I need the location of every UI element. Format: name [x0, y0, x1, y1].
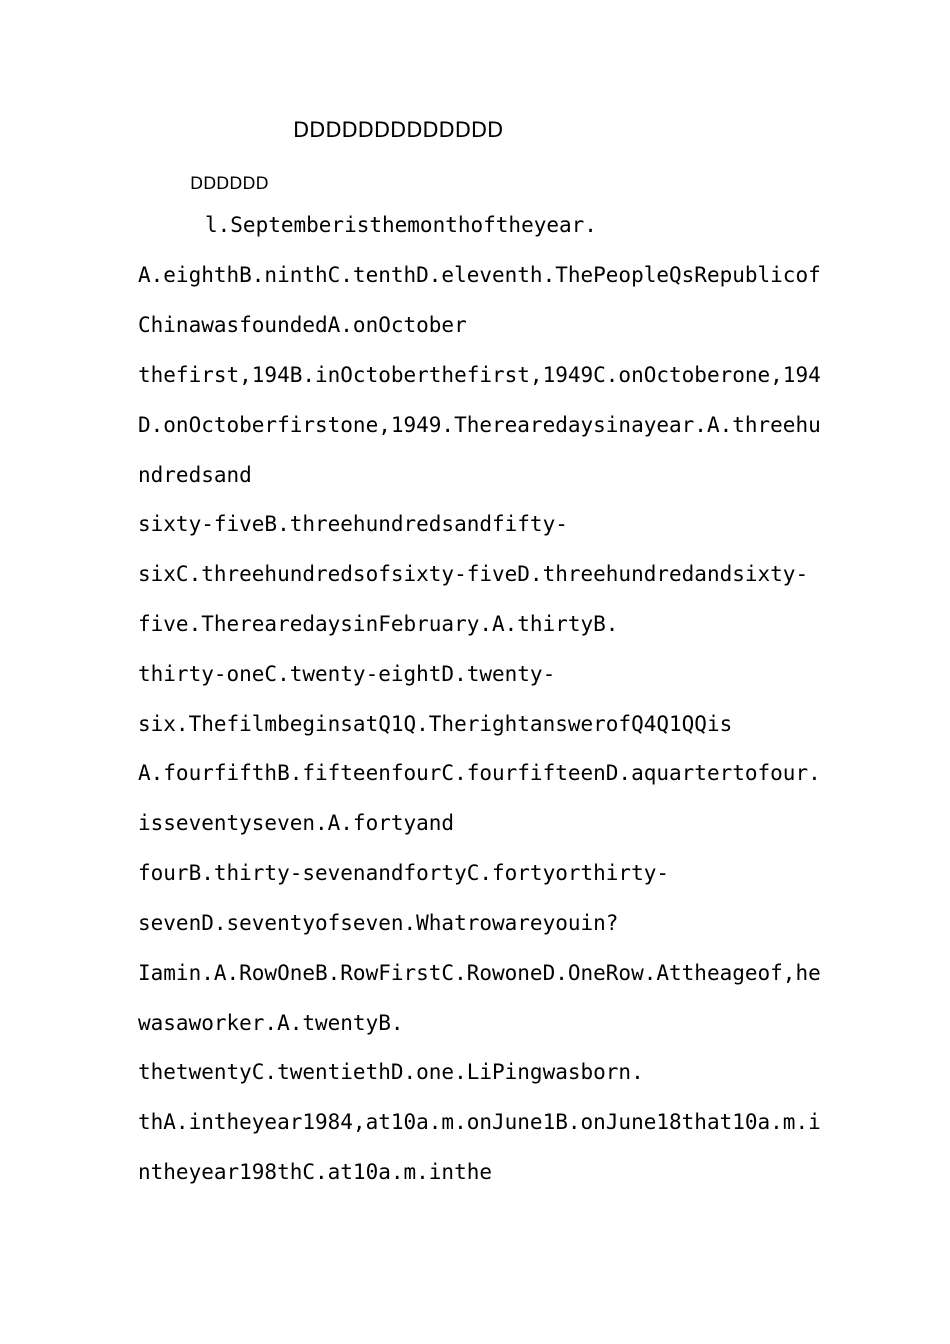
body-line: fourB.thirty-sevenandfortyC.fortyorthirty-: [138, 861, 670, 885]
document-title: DDDDDDDDDDDDD: [293, 118, 504, 142]
body-line: ntheyear198thC.at10a.m.inthe: [138, 1160, 493, 1184]
body-line: isseventyseven.A.fortyand: [138, 811, 455, 835]
body-line: sevenD.seventyofseven.Whatrowareyouin?: [138, 911, 619, 935]
body-line: A.fourfifthB.fifteenfourC.fourfifteenD.aquartertofour.: [138, 761, 821, 785]
body-line: sixC.threehundredsofsixty-fiveD.threehundredandsixty-: [138, 562, 809, 586]
body-line: five.TherearedaysinFebruary.A.thirtyB.: [138, 612, 619, 636]
body-line: wasaworker.A.twentyB.: [138, 1011, 404, 1035]
body-line: Iamin.A.RowOneB.RowFirstC.RowoneD.OneRow.Attheageof,he: [138, 961, 821, 985]
body-line: six.ThefilmbeginsatQ1Q.TherightanswerofQ4Q1QQis: [138, 712, 733, 736]
body-line: thirty-oneC.twenty-eightD.twenty-: [138, 662, 556, 686]
body-line: thetwentyC.twentiethD.one.LiPingwasborn.: [138, 1060, 644, 1084]
body-line: ChinawasfoundedA.onOctober: [138, 313, 467, 337]
body-line: thA.intheyear1984,at10a.m.onJune1B.onJune18that10a.m.i: [138, 1110, 821, 1134]
body-line: ndredsand: [138, 463, 252, 487]
body-line: D.onOctoberfirstone,1949.Therearedaysinayear.A.threehu: [138, 413, 821, 437]
body-line: A.eighthB.ninthC.tenthD.eleventh.ThePeopleQsRepublicof: [138, 263, 821, 287]
body-line: thefirst,194B.inOctoberthefirst,1949C.onOctoberone,194: [138, 363, 821, 387]
section-label: DDDDDD: [190, 174, 269, 194]
body-line: l.Septemberisthemonthoftheyear.: [205, 213, 597, 237]
body-line: sixty-fiveB.threehundredsandfifty-: [138, 512, 568, 536]
